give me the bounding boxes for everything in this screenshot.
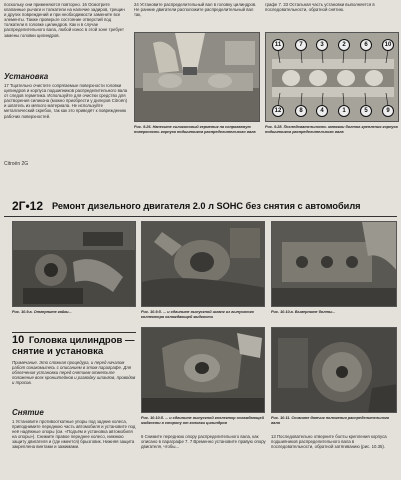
photo-10-11 (271, 327, 397, 413)
caption-10-9b: Рис. 10.9.б. ... и сдвиньте выпускной шланг из выпускного коллектора охлаждающей жидкости (141, 310, 254, 319)
photo-10-9a (12, 221, 136, 307)
bolt-label: 1 (338, 105, 350, 117)
photo-sealant-image (135, 33, 260, 122)
photo-10-11-image (272, 328, 397, 413)
caption-10-10b: Рис. 10.10.б. ... и сдвиньте выпускной коллектор охлаждающей жидкости в сторону от головки цилиндров (141, 416, 264, 425)
caption-10-10a: Рис. 10.10.а. Выверните болты... (271, 310, 336, 314)
section-rule (12, 332, 136, 333)
photo-10-10b-image (142, 328, 265, 413)
section-number: 10 (12, 334, 25, 346)
bolt-label: 5 (360, 105, 372, 117)
section-10-heading (12, 335, 137, 357)
photo-sealant (134, 32, 260, 122)
photo-10-9b (141, 221, 265, 307)
bolt-label: 4 (316, 105, 328, 117)
chapter-title: Ремонт дизельного двигателя 2.0 л SOHC без снятия с автомобиля (52, 201, 361, 211)
bolt-label: 3 (316, 39, 328, 51)
bolt-label: 8 (295, 105, 307, 117)
caption-10-9a: Рис. 10.9.а. Отверните гайки... (12, 310, 72, 314)
section-10-note: Примечание. Это сложная процедура, и перед началом работ ознакомьтесь с описанием в этом параграфе. Для облегчения установки перед снятием отметьте положение всех кронштейнов и разводку шлангов, проводов и тросов. (12, 360, 136, 386)
bolt-label: 9 (382, 105, 394, 117)
photo-10-10a (271, 221, 397, 307)
bolt-label: 10 (382, 39, 394, 51)
page-number: 2Г•12 (12, 199, 44, 213)
bolt-sequence-image (266, 33, 399, 122)
caption-9-28: Рис. 9.28. Последовательность затяжки болтов крепления корпуса подшипников распределительного вала (265, 125, 398, 134)
col1-heading-installation: Установка (4, 72, 49, 81)
bolt-label: 7 (295, 39, 307, 51)
bolt-label: 6 (360, 39, 372, 51)
right-text: 13 Последовательно отверните болты крепления корпуса подшипников распределительного вала в последовательности, обратной затягиванию (рис. 10.35). (271, 434, 387, 450)
bolt-label: 11 (272, 39, 284, 51)
bolt-label: 2 (338, 39, 350, 51)
bolt-label: 12 (272, 105, 284, 117)
photo-10-10b (141, 327, 265, 413)
removal-heading: Снятие (12, 408, 44, 417)
caption-9-26: Рис. 9.26. Нанесите силиконовый герметик на сопрягаемую поверхность корпуса подшипников распределительного вала (134, 125, 256, 134)
col1-text-a: поскольку они применяются повторно. 16 Осмотрите клапанные рычаги и толкатели на наличие задиров, трещин и других повреждений и при необходимости замените все элементы. Также проверьте состояние отверстий под толкатели в головке цилиндров. Как и в случае распределительного вала, любой износ в этой зоне требует замены головки цилиндров. (4, 2, 125, 38)
col3-text: графе 7. 33 Остальная часть установки выполняется в последовательности, обратной снятию. (265, 2, 375, 13)
page-footer: Citroën 2G (4, 161, 29, 167)
caption-10-11: Рис. 10.11. Снимите датчик положения распределительного вала (271, 416, 390, 425)
photo-bolt-sequence (265, 32, 399, 122)
photo-10-10a-image (272, 222, 397, 307)
photo-10-9b-image (142, 222, 265, 307)
header-rule (4, 216, 397, 217)
col2-text: 24 Установите распределительный вал в головку цилиндров. Не ранние двигатели расположите распределительный вал так, (134, 2, 257, 18)
photo-10-9a-image (13, 222, 136, 307)
removal-text: 1 Установите противооткатные упоры под задние колеса, приподнимите переднюю часть автомобиля и установите под неё надёжные опоры (см. «Подъём и установка автомобиля на опоры»). Снимите правое переднее колесо, нижнюю защиту двигателя и (где имеется) брызговик. Нижняя защита закреплена винтами и зажимами. (12, 419, 136, 450)
section-title: Головка цилиндров — снятие и установка (12, 335, 135, 357)
col1-text-b: 17 Тщательно очистите сопрягаемые поверхности головки цилиндров и корпуса подшипников распределительного вала от следов герметика. Используйте для очистки средство для растворения силикона (можно приобрести у дилеров Citroën) и шпатель из мягкого материала. Не используйте металлический скребок, так как это приведёт к повреждению рабочих поверхностей. (4, 83, 128, 119)
mid-text: 6 Снимите переднюю опору распределительного вала, как описано в параграфе 7. 7 Временно установите правую опору двигателя, чтобы... (141, 434, 266, 450)
